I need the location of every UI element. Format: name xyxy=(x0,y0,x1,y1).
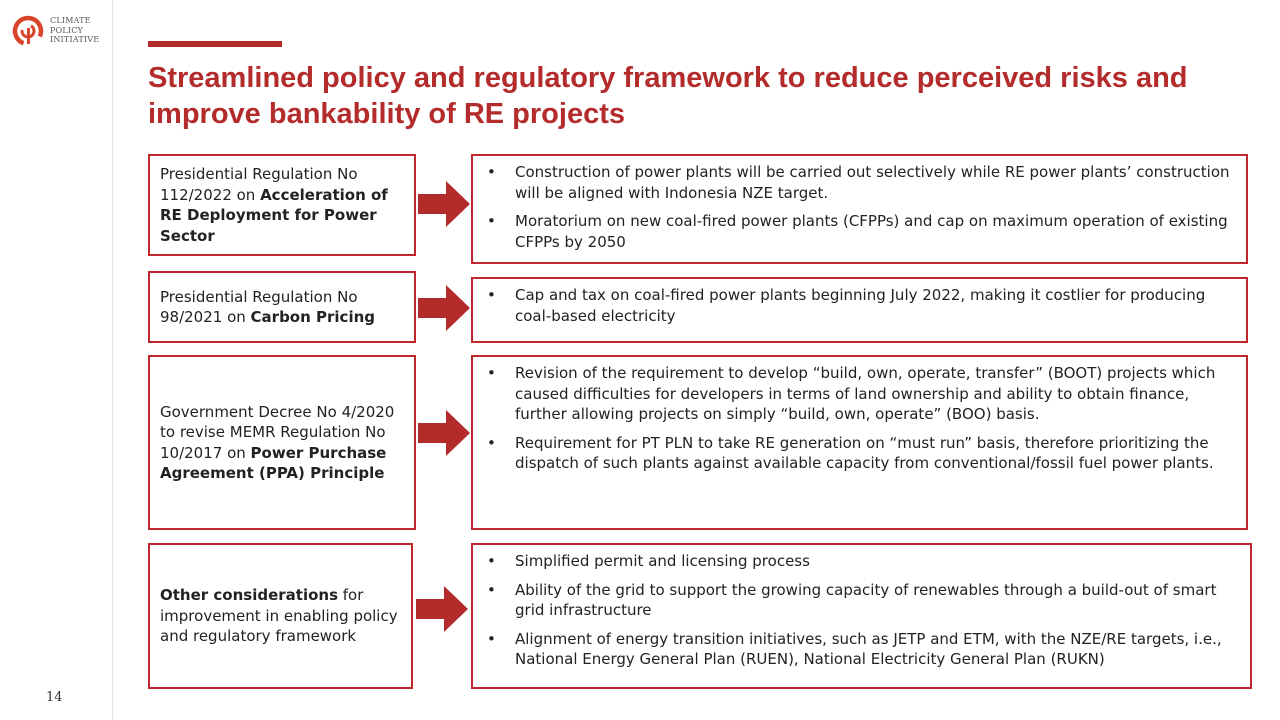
list-item: • Revision of the requirement to develop “build, own, operate, transfer” (BOOT) projects which caused difficulties for developers in terms of land ownership and ability to obtain finance, further allowing projects on simply “build, own, operate” (BOO) basis. xyxy=(487,364,1216,423)
right-arrow-icon xyxy=(416,586,468,632)
regulation-text: Government Decree No 4/2020 to revise MEMR Regulation No 10/2017 on Power Purchase Agreement (PPA) Principle xyxy=(160,402,395,482)
impact-list xyxy=(483,162,1236,252)
right-arrow-icon xyxy=(418,410,470,456)
regulation-box-2 xyxy=(148,271,416,343)
regulation-subject: Other considerations xyxy=(160,586,338,605)
list-item: • Requirement for PT PLN to take RE generation on “must run” basis, therefore prioritizing the dispatch of such plants against available capacity from conventional/fossil fuel power plants. xyxy=(487,433,1214,472)
impact-list xyxy=(483,551,1240,670)
right-arrow-icon xyxy=(418,285,470,331)
title-accent-bar xyxy=(148,41,282,47)
regulation-text: Presidential Regulation No 98/2021 on Carbon Pricing xyxy=(160,287,375,326)
list-item: • Cap and tax on coal-fired power plants beginning July 2022, making it costlier for producing coal-based electricity xyxy=(487,286,1206,325)
regulation-text: Presidential Regulation No 112/2022 on Acceleration of RE Deployment for Power Sector xyxy=(160,165,388,245)
logo-line: INITIATIVE xyxy=(50,35,100,44)
impact-box-1 xyxy=(471,154,1248,264)
list-item: • Simplified permit and licensing process xyxy=(487,552,810,570)
impact-list xyxy=(483,363,1236,474)
climate-policy-initiative-logo xyxy=(12,14,108,50)
list-item: • Moratorium on new coal-fired power plants (CFPPs) and cap on maximum operation of existing CFPPs by 2050 xyxy=(487,212,1228,251)
regulation-subject: Acceleration of RE Deployment for Power Sector xyxy=(160,185,388,245)
cpi-logo-icon xyxy=(12,14,46,48)
regulation-box-1 xyxy=(148,154,416,256)
impact-box-4 xyxy=(471,543,1252,689)
logo-wordmark xyxy=(50,16,99,45)
list-item: • Construction of power plants will be carried out selectively while RE power plants’ construction will be aligned with Indonesia NZE target. xyxy=(487,163,1230,202)
impact-list xyxy=(483,285,1236,326)
slide-title: Streamlined policy and regulatory framework to reduce perceived risks and improve bankability of RE projects xyxy=(148,62,1188,130)
logo-line: CLIMATE xyxy=(50,16,91,25)
regulation-text: Other considerations for improvement in enabling policy and regulatory framework xyxy=(160,586,398,646)
right-arrow-icon xyxy=(418,181,470,227)
logo-line: POLICY xyxy=(50,25,84,35)
regulation-subject: Carbon Pricing xyxy=(250,308,375,326)
list-item: • Alignment of energy transition initiatives, such as JETP and ETM, with the NZE/RE targets, i.e., National Energy General Plan (RUEN), National Electricity General Plan (RUKN) xyxy=(487,629,1222,668)
impact-box-3 xyxy=(471,355,1248,530)
regulation-subject: Power Purchase Agreement (PPA) Principle xyxy=(160,443,387,482)
impact-box-2 xyxy=(471,277,1248,343)
regulation-box-3 xyxy=(148,355,416,530)
list-item: • Ability of the grid to support the growing capacity of renewables through a build-out of smart grid infrastructure xyxy=(487,580,1217,619)
regulation-box-4 xyxy=(148,543,413,689)
sidebar xyxy=(0,0,113,720)
page-number: 14 xyxy=(46,690,63,705)
